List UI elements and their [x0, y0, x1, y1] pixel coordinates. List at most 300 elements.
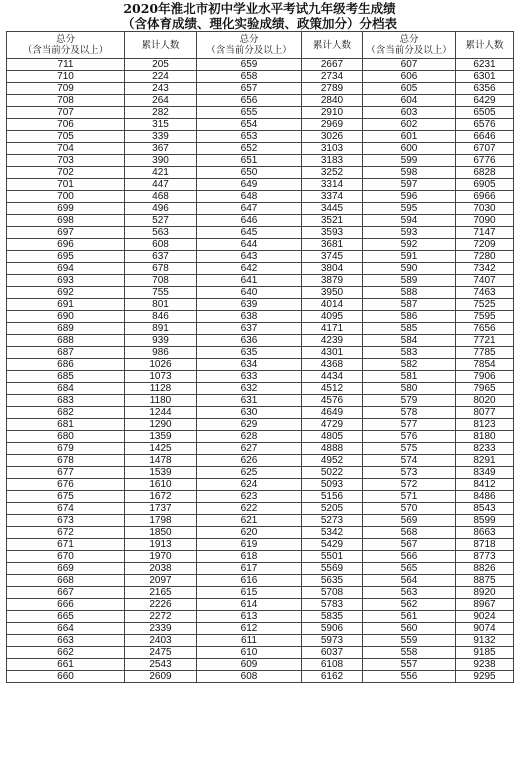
score-cell: 570 [363, 503, 456, 515]
score-cell: 628 [197, 431, 302, 443]
score-cell: 618 [197, 551, 302, 563]
table-row [7, 311, 514, 323]
score-cell: 623 [197, 491, 302, 503]
score-cell: 700 [7, 191, 125, 203]
score-cell: 649 [197, 179, 302, 191]
cumulative-cell: 7030 [456, 203, 514, 215]
cumulative-cell: 4434 [302, 371, 363, 383]
score-cell: 587 [363, 299, 456, 311]
cumulative-cell: 5783 [302, 599, 363, 611]
score-cell: 560 [363, 623, 456, 635]
score-cell: 639 [197, 299, 302, 311]
score-cell: 559 [363, 635, 456, 647]
cumulative-cell: 7721 [456, 335, 514, 347]
cumulative-cell: 5156 [302, 491, 363, 503]
table-row [7, 347, 514, 359]
score-cell: 673 [7, 515, 125, 527]
score-cell: 627 [197, 443, 302, 455]
cumulative-cell: 3103 [302, 143, 363, 155]
score-cell: 660 [7, 671, 125, 683]
page-subtitle: （含体育成绩、理化实验成绩、政策加分）分档表 [121, 16, 397, 31]
score-cell: 656 [197, 95, 302, 107]
score-cell: 688 [7, 335, 125, 347]
cumulative-cell: 1850 [125, 527, 197, 539]
cumulative-cell: 5429 [302, 539, 363, 551]
cumulative-cell: 421 [125, 167, 197, 179]
cumulative-cell: 8123 [456, 419, 514, 431]
score-cell: 596 [363, 191, 456, 203]
score-header-label: 总分 [399, 34, 419, 45]
cumulative-header-1: 累计人数 [125, 32, 197, 59]
score-cell: 629 [197, 419, 302, 431]
cumulative-cell: 7147 [456, 227, 514, 239]
cumulative-cell: 637 [125, 251, 197, 263]
score-cell: 597 [363, 179, 456, 191]
cumulative-cell: 1737 [125, 503, 197, 515]
score-cell: 640 [197, 287, 302, 299]
score-cell: 616 [197, 575, 302, 587]
cumulative-cell: 1970 [125, 551, 197, 563]
page-title: 2020年淮北市初中学业水平考试九年级考生成绩 [123, 1, 396, 16]
cumulative-cell: 2097 [125, 575, 197, 587]
score-cell: 625 [197, 467, 302, 479]
cumulative-cell: 3374 [302, 191, 363, 203]
score-cell: 586 [363, 311, 456, 323]
table-row [7, 635, 514, 647]
cumulative-cell: 5205 [302, 503, 363, 515]
cumulative-cell: 8875 [456, 575, 514, 587]
score-table [6, 31, 514, 683]
score-cell: 621 [197, 515, 302, 527]
score-cell: 607 [363, 59, 456, 71]
score-cell: 558 [363, 647, 456, 659]
score-cell: 633 [197, 371, 302, 383]
cumulative-cell: 3950 [302, 287, 363, 299]
score-cell: 617 [197, 563, 302, 575]
cumulative-cell: 390 [125, 155, 197, 167]
cumulative-cell: 7090 [456, 215, 514, 227]
cumulative-cell: 5093 [302, 479, 363, 491]
score-cell: 620 [197, 527, 302, 539]
cumulative-cell: 205 [125, 59, 197, 71]
cumulative-cell: 986 [125, 347, 197, 359]
cumulative-cell: 2543 [125, 659, 197, 671]
table-body [7, 59, 514, 683]
cumulative-header-2: 累计人数 [302, 32, 363, 59]
score-cell: 576 [363, 431, 456, 443]
table-row [7, 167, 514, 179]
table-row [7, 455, 514, 467]
cumulative-cell: 8486 [456, 491, 514, 503]
cumulative-cell: 3183 [302, 155, 363, 167]
table-row [7, 119, 514, 131]
score-cell: 686 [7, 359, 125, 371]
score-cell: 602 [363, 119, 456, 131]
score-header-2 [197, 32, 302, 59]
cumulative-cell: 4368 [302, 359, 363, 371]
score-cell: 561 [363, 611, 456, 623]
score-cell: 659 [197, 59, 302, 71]
cumulative-cell: 4649 [302, 407, 363, 419]
score-cell: 670 [7, 551, 125, 563]
cumulative-cell: 1359 [125, 431, 197, 443]
cumulative-cell: 7906 [456, 371, 514, 383]
cumulative-cell: 6505 [456, 107, 514, 119]
score-cell: 711 [7, 59, 125, 71]
cumulative-cell: 6301 [456, 71, 514, 83]
cumulative-cell: 243 [125, 83, 197, 95]
cumulative-cell: 3681 [302, 239, 363, 251]
score-cell: 706 [7, 119, 125, 131]
cumulative-cell: 9238 [456, 659, 514, 671]
cumulative-cell: 2165 [125, 587, 197, 599]
cumulative-cell: 9074 [456, 623, 514, 635]
cumulative-cell: 3445 [302, 203, 363, 215]
score-cell: 606 [363, 71, 456, 83]
table-row [7, 155, 514, 167]
cumulative-cell: 6828 [456, 167, 514, 179]
table-row [7, 563, 514, 575]
score-cell: 622 [197, 503, 302, 515]
score-cell: 641 [197, 275, 302, 287]
score-cell: 645 [197, 227, 302, 239]
cumulative-cell: 1180 [125, 395, 197, 407]
cumulative-cell: 563 [125, 227, 197, 239]
score-cell: 675 [7, 491, 125, 503]
cumulative-cell: 678 [125, 263, 197, 275]
cumulative-cell: 1244 [125, 407, 197, 419]
score-cell: 690 [7, 311, 125, 323]
score-cell: 594 [363, 215, 456, 227]
score-cell: 701 [7, 179, 125, 191]
cumulative-cell: 8543 [456, 503, 514, 515]
score-cell: 684 [7, 383, 125, 395]
cumulative-cell: 339 [125, 131, 197, 143]
score-header-label: 总分 [55, 34, 75, 45]
score-cell: 598 [363, 167, 456, 179]
cumulative-cell: 527 [125, 215, 197, 227]
cumulative-cell: 8291 [456, 455, 514, 467]
cumulative-cell: 8773 [456, 551, 514, 563]
cumulative-cell: 8077 [456, 407, 514, 419]
score-cell: 638 [197, 311, 302, 323]
cumulative-cell: 6037 [302, 647, 363, 659]
table-row [7, 107, 514, 119]
cumulative-cell: 939 [125, 335, 197, 347]
score-cell: 636 [197, 335, 302, 347]
cumulative-cell: 7407 [456, 275, 514, 287]
score-cell: 632 [197, 383, 302, 395]
cumulative-cell: 6231 [456, 59, 514, 71]
table-row [7, 551, 514, 563]
cumulative-cell: 5708 [302, 587, 363, 599]
table-row [7, 611, 514, 623]
score-header-3 [363, 32, 456, 59]
score-cell: 572 [363, 479, 456, 491]
cumulative-cell: 5835 [302, 611, 363, 623]
cumulative-cell: 9132 [456, 635, 514, 647]
cumulative-cell: 1610 [125, 479, 197, 491]
table-row [7, 575, 514, 587]
cumulative-cell: 6646 [456, 131, 514, 143]
cumulative-cell: 708 [125, 275, 197, 287]
score-cell: 689 [7, 323, 125, 335]
table-row [7, 359, 514, 371]
score-cell: 662 [7, 647, 125, 659]
cumulative-cell: 5342 [302, 527, 363, 539]
score-cell: 583 [363, 347, 456, 359]
score-cell: 581 [363, 371, 456, 383]
score-cell: 595 [363, 203, 456, 215]
score-cell: 693 [7, 275, 125, 287]
cumulative-cell: 264 [125, 95, 197, 107]
score-cell: 646 [197, 215, 302, 227]
cumulative-cell: 7463 [456, 287, 514, 299]
score-cell: 568 [363, 527, 456, 539]
score-cell: 648 [197, 191, 302, 203]
table-row [7, 539, 514, 551]
table-row [7, 251, 514, 263]
cumulative-cell: 7656 [456, 323, 514, 335]
cumulative-cell: 8412 [456, 479, 514, 491]
score-cell: 566 [363, 551, 456, 563]
cumulative-cell: 9295 [456, 671, 514, 683]
cumulative-cell: 4171 [302, 323, 363, 335]
cumulative-cell: 3521 [302, 215, 363, 227]
cumulative-cell: 3026 [302, 131, 363, 143]
score-cell: 589 [363, 275, 456, 287]
cumulative-cell: 8663 [456, 527, 514, 539]
cumulative-cell: 5906 [302, 623, 363, 635]
score-header-label: 总分 [239, 34, 259, 45]
score-cell: 674 [7, 503, 125, 515]
score-cell: 709 [7, 83, 125, 95]
score-cell: 578 [363, 407, 456, 419]
cumulative-cell: 3314 [302, 179, 363, 191]
cumulative-cell: 3593 [302, 227, 363, 239]
score-cell: 699 [7, 203, 125, 215]
table-row [7, 419, 514, 431]
table-row [7, 71, 514, 83]
cumulative-cell: 846 [125, 311, 197, 323]
cumulative-cell: 4512 [302, 383, 363, 395]
cumulative-cell: 2038 [125, 563, 197, 575]
table-row [7, 671, 514, 683]
cumulative-cell: 4888 [302, 443, 363, 455]
cumulative-cell: 3879 [302, 275, 363, 287]
cumulative-cell: 7595 [456, 311, 514, 323]
table-row [7, 179, 514, 191]
score-cell: 707 [7, 107, 125, 119]
score-cell: 664 [7, 623, 125, 635]
cumulative-cell: 8349 [456, 467, 514, 479]
score-cell: 582 [363, 359, 456, 371]
score-cell: 562 [363, 599, 456, 611]
cumulative-cell: 4729 [302, 419, 363, 431]
score-cell: 604 [363, 95, 456, 107]
score-cell: 643 [197, 251, 302, 263]
cumulative-cell: 8180 [456, 431, 514, 443]
table-row [7, 659, 514, 671]
score-cell: 608 [197, 671, 302, 683]
cumulative-cell: 1290 [125, 419, 197, 431]
score-cell: 593 [363, 227, 456, 239]
score-cell: 702 [7, 167, 125, 179]
cumulative-cell: 4095 [302, 311, 363, 323]
score-cell: 678 [7, 455, 125, 467]
cumulative-cell: 7965 [456, 383, 514, 395]
cumulative-cell: 6707 [456, 143, 514, 155]
cumulative-cell: 6576 [456, 119, 514, 131]
cumulative-cell: 9024 [456, 611, 514, 623]
table-row [7, 335, 514, 347]
score-cell: 577 [363, 419, 456, 431]
cumulative-cell: 367 [125, 143, 197, 155]
score-cell: 564 [363, 575, 456, 587]
cumulative-cell: 1425 [125, 443, 197, 455]
cumulative-cell: 1798 [125, 515, 197, 527]
cumulative-cell: 8599 [456, 515, 514, 527]
score-cell: 671 [7, 539, 125, 551]
score-cell: 588 [363, 287, 456, 299]
score-cell: 654 [197, 119, 302, 131]
score-cell: 680 [7, 431, 125, 443]
table-row [7, 587, 514, 599]
cumulative-cell: 891 [125, 323, 197, 335]
table-row [7, 191, 514, 203]
cumulative-cell: 6905 [456, 179, 514, 191]
score-cell: 708 [7, 95, 125, 107]
cumulative-cell: 7342 [456, 263, 514, 275]
cumulative-header-3: 累计人数 [456, 32, 514, 59]
score-cell: 575 [363, 443, 456, 455]
cumulative-cell: 7209 [456, 239, 514, 251]
score-cell: 644 [197, 239, 302, 251]
score-cell: 605 [363, 83, 456, 95]
score-cell: 679 [7, 443, 125, 455]
cumulative-cell: 1073 [125, 371, 197, 383]
score-cell: 652 [197, 143, 302, 155]
cumulative-cell: 801 [125, 299, 197, 311]
score-cell: 579 [363, 395, 456, 407]
score-cell: 663 [7, 635, 125, 647]
table-row [7, 323, 514, 335]
score-cell: 567 [363, 539, 456, 551]
score-cell: 695 [7, 251, 125, 263]
table-row [7, 371, 514, 383]
score-cell: 653 [197, 131, 302, 143]
score-header-note: （含当前分及以上） [22, 45, 109, 56]
table-row [7, 623, 514, 635]
table-row [7, 599, 514, 611]
cumulative-cell: 315 [125, 119, 197, 131]
cumulative-cell: 1672 [125, 491, 197, 503]
score-cell: 661 [7, 659, 125, 671]
cumulative-cell: 2339 [125, 623, 197, 635]
cumulative-cell: 608 [125, 239, 197, 251]
score-cell: 704 [7, 143, 125, 155]
cumulative-cell: 2403 [125, 635, 197, 647]
cumulative-cell: 1026 [125, 359, 197, 371]
score-cell: 585 [363, 323, 456, 335]
score-cell: 703 [7, 155, 125, 167]
score-cell: 694 [7, 263, 125, 275]
table-row [7, 527, 514, 539]
score-cell: 626 [197, 455, 302, 467]
table-row [7, 275, 514, 287]
score-cell: 591 [363, 251, 456, 263]
cumulative-cell: 3804 [302, 263, 363, 275]
table-row [7, 515, 514, 527]
score-cell: 672 [7, 527, 125, 539]
table-row [7, 239, 514, 251]
score-cell: 565 [363, 563, 456, 575]
cumulative-cell: 447 [125, 179, 197, 191]
table-row [7, 95, 514, 107]
cumulative-cell: 496 [125, 203, 197, 215]
score-cell: 613 [197, 611, 302, 623]
cumulative-cell: 6966 [456, 191, 514, 203]
cumulative-cell: 2969 [302, 119, 363, 131]
score-cell: 642 [197, 263, 302, 275]
score-cell: 584 [363, 335, 456, 347]
score-cell: 599 [363, 155, 456, 167]
cumulative-cell: 4239 [302, 335, 363, 347]
table-row [7, 431, 514, 443]
cumulative-cell: 6356 [456, 83, 514, 95]
score-cell: 573 [363, 467, 456, 479]
cumulative-cell: 5569 [302, 563, 363, 575]
table-row [7, 83, 514, 95]
cumulative-cell: 5973 [302, 635, 363, 647]
cumulative-cell: 2475 [125, 647, 197, 659]
cumulative-cell: 7785 [456, 347, 514, 359]
cumulative-cell: 7525 [456, 299, 514, 311]
score-cell: 668 [7, 575, 125, 587]
score-cell: 698 [7, 215, 125, 227]
score-header-note: （含当前分及以上） [206, 45, 292, 56]
score-cell: 630 [197, 407, 302, 419]
cumulative-cell: 1128 [125, 383, 197, 395]
cumulative-cell: 468 [125, 191, 197, 203]
score-cell: 710 [7, 71, 125, 83]
cumulative-cell: 5501 [302, 551, 363, 563]
table-row [7, 395, 514, 407]
cumulative-cell: 2226 [125, 599, 197, 611]
cumulative-cell: 8826 [456, 563, 514, 575]
score-cell: 614 [197, 599, 302, 611]
score-cell: 677 [7, 467, 125, 479]
score-cell: 657 [197, 83, 302, 95]
table-row [7, 491, 514, 503]
cumulative-cell: 8967 [456, 599, 514, 611]
score-cell: 563 [363, 587, 456, 599]
score-cell: 601 [363, 131, 456, 143]
table-row [7, 227, 514, 239]
score-cell: 590 [363, 263, 456, 275]
score-cell: 697 [7, 227, 125, 239]
table-row [7, 503, 514, 515]
cumulative-cell: 6108 [302, 659, 363, 671]
score-cell: 611 [197, 635, 302, 647]
cumulative-cell: 4576 [302, 395, 363, 407]
score-cell: 685 [7, 371, 125, 383]
score-cell: 556 [363, 671, 456, 683]
score-cell: 580 [363, 383, 456, 395]
cumulative-cell: 8020 [456, 395, 514, 407]
cumulative-cell: 7854 [456, 359, 514, 371]
score-cell: 692 [7, 287, 125, 299]
